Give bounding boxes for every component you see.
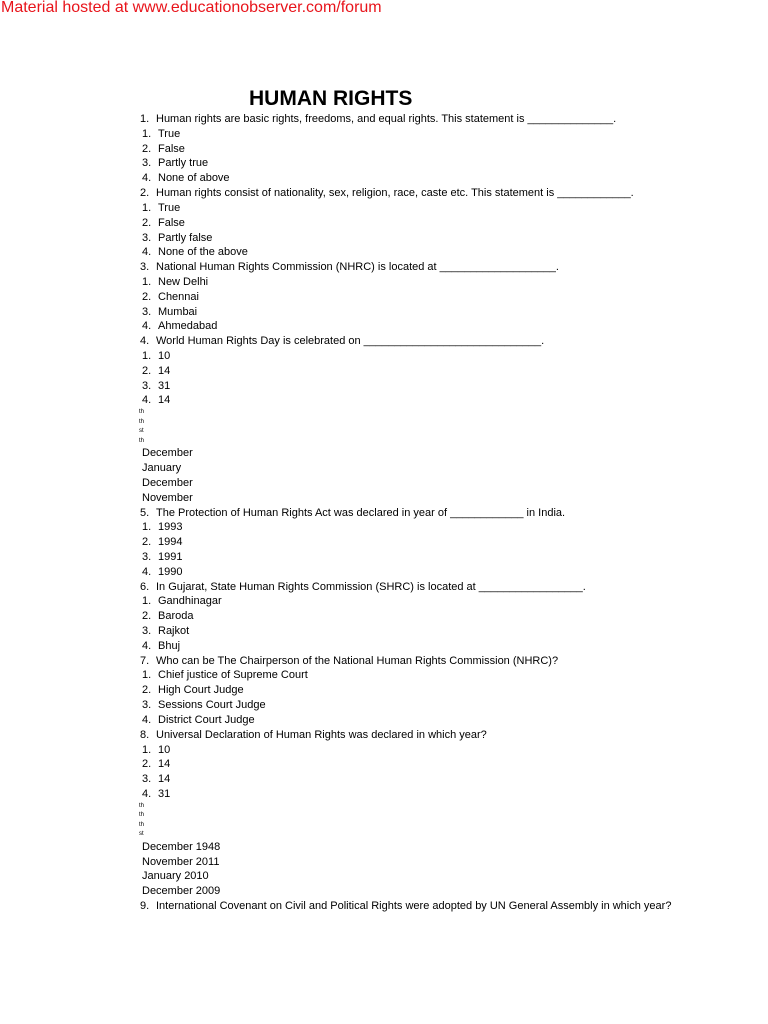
option-1-3: 3. Partly true [142,157,209,170]
month-8-3: January 2010 [142,870,209,883]
month-8-1: December 1948 [142,840,221,853]
month-4-1: December [142,447,193,460]
question-list [138,112,698,914]
option-8-3: 3. 14 [142,773,171,786]
superscript-8-3: th [139,821,145,828]
question-3: 3. National Human Rights Commission (NHRC) is located at ___________________. [140,261,559,274]
question-5: 5. The Protection of Human Rights Act was declared in year of ____________ in India. [140,506,566,519]
option-2-4: 4. None of the above [142,246,248,259]
superscript-4-2: th [139,418,145,425]
month-4-2: January [142,462,182,475]
option-8-2: 2. 14 [142,758,171,771]
month-4-3: December [142,476,193,489]
option-8-1: 1. 10 [142,743,171,756]
option-4-3: 3. 31 [142,379,171,392]
option-8-4: 4. 31 [142,787,171,800]
option-2-1: 1. True [142,201,181,214]
option-3-1: 1. New Delhi [142,275,209,288]
option-5-1: 1. 1993 [142,521,183,534]
superscript-8-2: th [139,812,145,819]
option-7-2: 2. High Court Judge [142,684,244,697]
option-6-3: 3. Rajkot [142,625,190,637]
option-5-4: 4. 1990 [142,565,183,578]
option-1-1: 1. True [142,127,181,140]
option-4-4: 4. 14 [142,394,171,407]
option-4-1: 1. 10 [142,350,171,362]
question-1: 1. Human rights are basic rights, freedoms, and equal rights. This statement is ______________. [140,113,617,125]
document-title: HUMAN RIGHTS [249,87,413,110]
month-8-4: December 2009 [142,885,221,898]
question-4: 4. World Human Rights Day is celebrated on _____________________________. [140,335,545,348]
option-4-2: 2. 14 [142,364,171,377]
watermark-text: Material hosted at www.educationobserver.com/forum [1,0,382,16]
option-6-4: 4. Bhuj [142,639,181,652]
option-3-4: 4. Ahmedabad [142,320,218,333]
option-1-4: 4. None of above [142,172,230,185]
option-1-2: 2. False [142,142,185,155]
superscript-8-4: st [139,831,144,838]
option-6-2: 2. Baroda [142,610,194,623]
option-2-2: 2. False [142,216,185,229]
question-9: 9. International Covenant on Civil and Political Rights were adopted by UN General Assembly in which year? [140,900,672,912]
option-3-2: 2. Chennai [142,290,199,303]
option-5-3: 3. 1991 [142,550,183,563]
question-8: 8. Universal Declaration of Human Rights was declared in which year? [140,728,487,741]
superscript-4-4: th [139,437,145,444]
question-6: 6. In Gujarat, State Human Rights Commission (SHRC) is located at _________________. [140,580,586,593]
month-8-2: November 2011 [142,855,220,868]
question-2: 2. Human rights consist of nationality, sex, religion, race, caste etc. This statement is ____________. [140,187,634,200]
superscript-8-1: th [139,802,145,809]
option-2-3: 3. Partly false [142,231,213,244]
option-6-1: 1. Gandhinagar [142,595,222,608]
superscript-4-1: th [139,409,145,416]
option-7-4: 4. District Court Judge [142,713,255,726]
superscript-4-3: st [139,428,144,435]
option-7-3: 3. Sessions Court Judge [142,699,266,712]
question-7: 7. Who can be The Chairperson of the National Human Rights Commission (NHRC)? [140,654,559,667]
month-4-4: November [142,491,193,504]
option-5-2: 2. 1994 [142,536,183,549]
option-3-3: 3. Mumbai [142,305,198,318]
option-7-1: 1. Chief justice of Supreme Court [142,669,308,682]
